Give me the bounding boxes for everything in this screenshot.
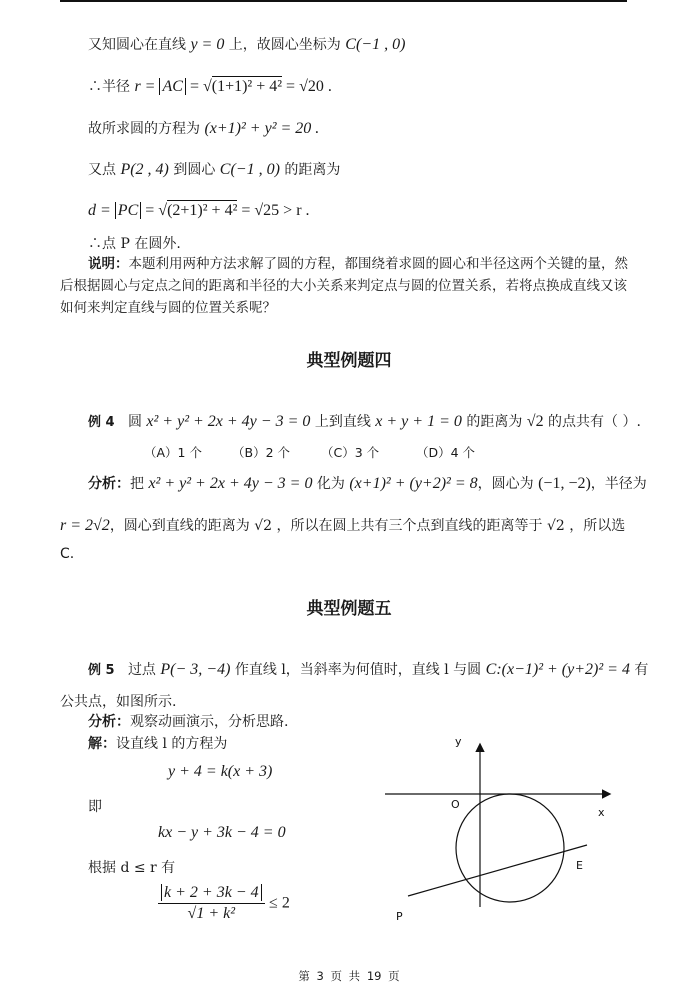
label-x: x [598,806,605,819]
continuation-line-2: ∴半径 r = AC = √(1+1)² + 4² = √20 . [88,78,332,95]
math: x + y + 1 = 0 [375,413,462,430]
text: 把 [130,476,149,492]
text: ，圆心到直线的距离为 √2 ，所以在圆上共有三个点到直线的距离等于 √2 ，所以选 [109,518,626,534]
option-a: （A）1 个 [144,445,202,460]
math: C:(x−1)² + (y+2)² = 4 [485,661,630,678]
text: 作直线 l，当斜率为何值时，直线 l 与圆 [230,662,486,678]
option-c: （C）3 个 [321,445,380,460]
page-footer: 第 3 页 共 19 页 [298,969,400,983]
continuation-line-5: d = PC = √(2+1)² + 4² = √25 > r . [88,202,310,219]
equation-general-form: kx − y + 3k − 4 = 0 [158,824,286,841]
inequality-rhs: ≤ 2 [269,894,290,912]
math-abs: PC [115,202,141,219]
condition-text: 根据 d ≤ r 有 [88,860,176,876]
math: P(2 , 4) [120,161,169,178]
fraction-numerator: k + 2 + 3k − 4 [161,884,262,901]
circle-c [456,794,564,902]
example-4-question [88,411,641,431]
text: 到圆心 [168,162,220,178]
text: 有 [629,662,649,678]
section-heading-4: 典型例题四 [306,351,392,371]
note-paragraph [60,253,628,319]
analysis-label: 分析： [88,714,130,730]
math: (x+1)² + y² = 20 . [204,120,320,137]
math: (x+1)² + (y+2)² = 8 [349,475,478,492]
note-text: 本题利用两种方法求解了圆的方程，都围绕着求圆的圆心和半径这两个关键的量，然后根据圆心与定点之间的距离和半径的大小关系来判定点与圆的位置关系，若将点换成直线又该如何来判定直线与圆的位置关系呢？ [60,256,628,316]
example-label: 例 5 [88,663,115,678]
line-pe [408,845,587,896]
text: ∴半径 [88,79,135,95]
math: r = 2√2 [60,517,110,534]
text: 又知圆心在直线 [88,37,191,53]
math-sqrt: (2+1)² + 4² [167,202,238,219]
math: r = [134,78,160,95]
note-label: 说明： [88,256,129,272]
math: = √25 > r . [237,202,310,219]
fraction-denominator: 1 + k² [196,905,236,922]
fraction: $\frac{k + 2 + 3k - 4}{\text{√1 + k²}}$ [158,884,265,923]
example-label: 例 4 [88,415,115,430]
label-p: P [396,910,403,923]
math-abs: AC [159,78,185,95]
math: P(− 3, −4) [160,661,231,678]
section-heading-5: 典型例题五 [306,599,392,619]
text: 又点 [88,162,121,178]
text: ，圆心为 [477,476,539,492]
circle-line-figure [375,725,645,935]
continuation-line-6: ∴点 P 在圆外. [88,236,181,252]
example-5-question [88,659,648,679]
math: √2 [526,413,544,430]
text: 观察动画演示，分析思路. [130,714,289,730]
text: 的距离为 [279,162,341,178]
text: 化为 [312,476,350,492]
text: 过点 [127,662,161,678]
analysis-label: 分析： [88,476,130,492]
math: x² + y² + 2x + 4y − 3 = 0 [148,475,313,492]
equation-line: y + 4 = k(x + 3) [168,763,273,780]
header-rule [60,0,627,2]
math: d = [88,202,115,219]
math: = √20 . [282,78,332,95]
math-sqrt: (1+1)² + 4² [211,78,283,95]
text: 圆 [127,414,147,430]
continuation-line-4 [88,159,340,179]
distance-inequality [158,884,290,923]
example-5-question-line-2: 公共点，如图所示. [60,694,177,710]
solution-label: 解： [88,736,116,752]
text: 的距离为 [461,414,527,430]
example-5-analysis [88,711,288,731]
example-4-analysis-line-1 [88,473,647,493]
text: 上，故圆心坐标为 [224,37,346,53]
label-e: E [576,859,583,872]
text: ，半径为 [590,476,647,492]
example-5-solution [88,733,227,753]
label-y: y [455,735,462,748]
example-4-analysis-line-2 [60,515,625,535]
math: C(−1 , 0) [345,36,406,53]
math: (−1, −2) [538,475,591,492]
ji-text: 即 [88,799,102,815]
continuation-line-3 [88,118,319,138]
math: y = 0 [190,36,225,53]
option-d: （D）4 个 [416,445,476,460]
continuation-line-1 [88,34,405,54]
math: C(−1 , 0) [219,161,280,178]
text: 上到直线 [310,414,376,430]
math: x² + y² + 2x + 4y − 3 = 0 [146,413,311,430]
text: 故所求圆的方程为 [88,121,205,137]
example-4-answer: C. [60,546,75,562]
text: 的点共有（ ）. [543,414,641,430]
option-b: （B）2 个 [232,445,291,460]
text: 设直线 l 的方程为 [116,736,228,752]
label-origin: O [451,798,460,811]
